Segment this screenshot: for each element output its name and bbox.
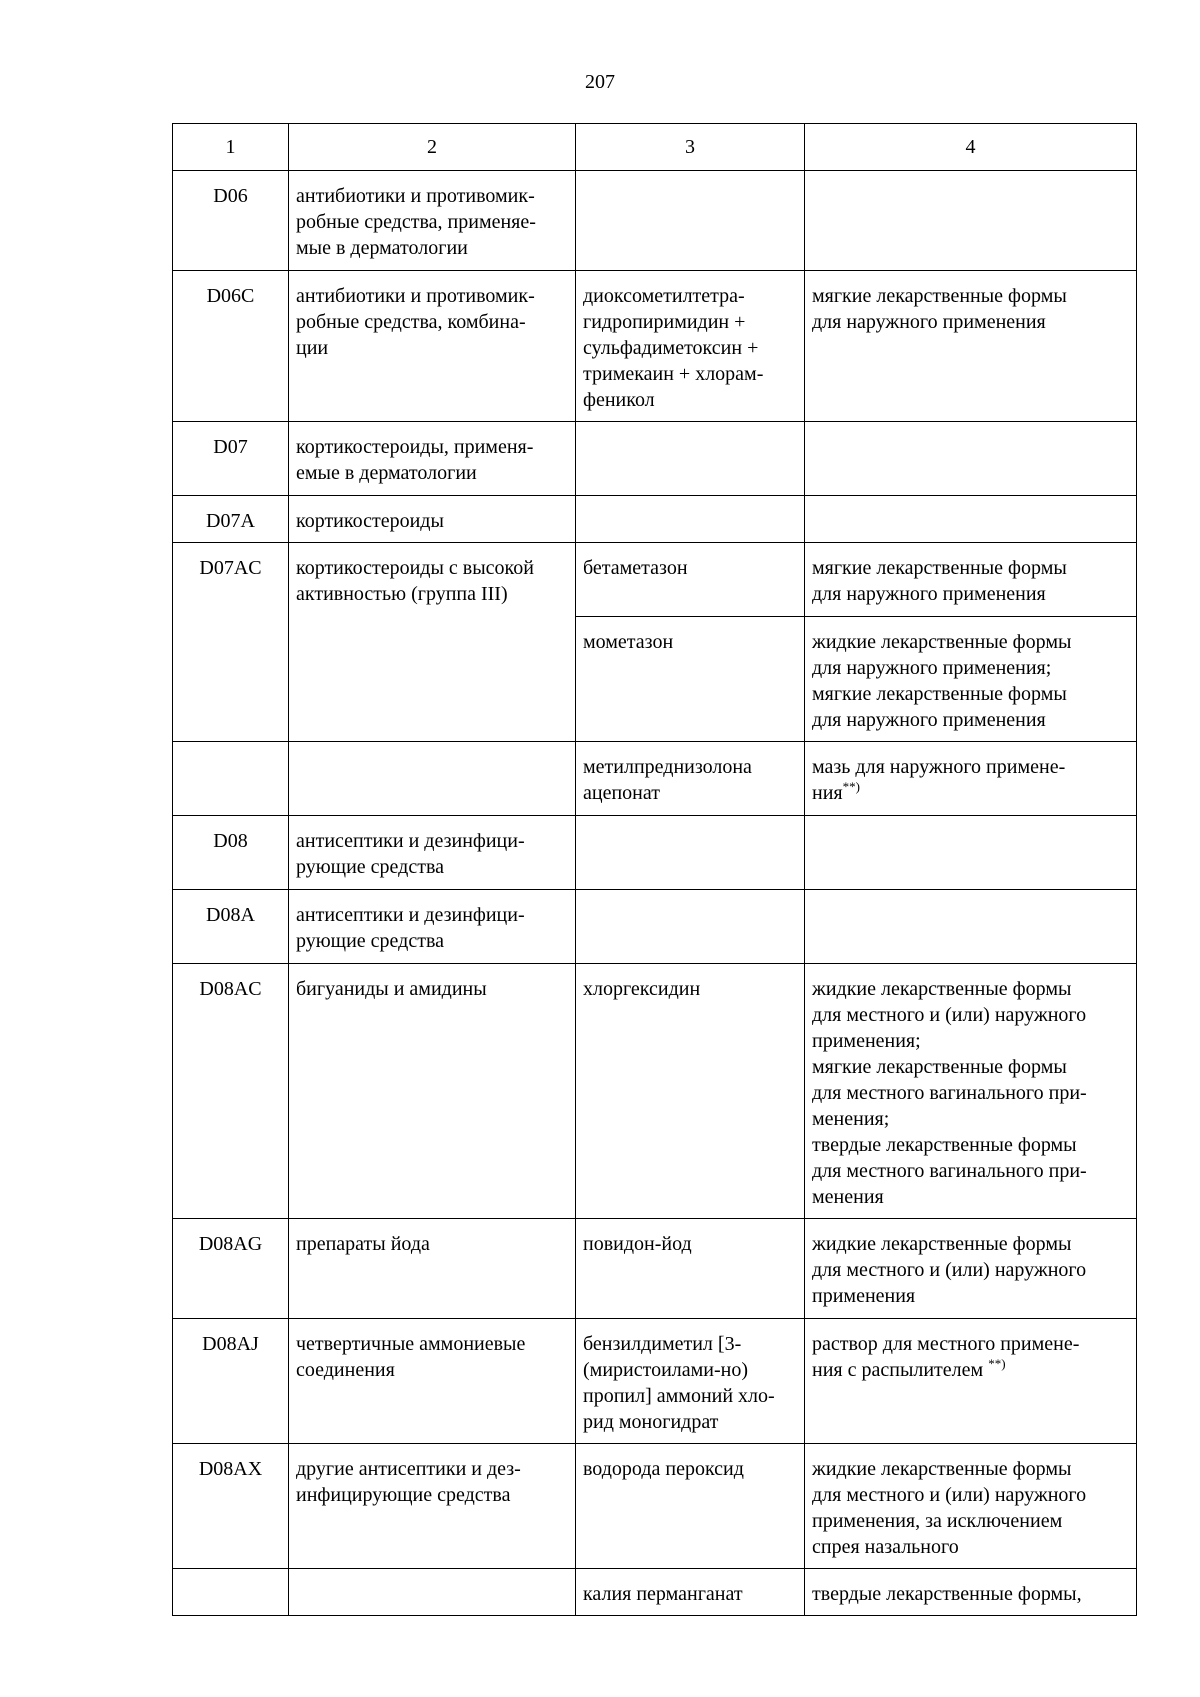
atc-code-cell: D08AX [173, 1444, 289, 1569]
header-col-1: 1 [173, 124, 289, 171]
drug-cell: калия перманганат [576, 1569, 805, 1616]
group-cell: антибиотики и противомик- робные средства, комбина- ции [289, 271, 576, 422]
atc-code-cell: D08AG [173, 1219, 289, 1319]
table-row [173, 171, 1137, 271]
form-cell [805, 1319, 1137, 1444]
table-row [173, 271, 1137, 422]
table-row [173, 1569, 1137, 1616]
drug-cell: диоксометилтетра- гидропиримидин + сульфадиметоксин + тримекаин + хлорам- феникол [576, 271, 805, 422]
form-cell [805, 1219, 1137, 1319]
group-cell [289, 1569, 576, 1616]
group-cell: антибиотики и противомик- робные средства, применяе- мые в дерматологии [289, 171, 576, 271]
group-cell: кортикостероиды, применя- емые в дерматологии [289, 422, 576, 496]
table-row [173, 742, 1137, 816]
table-row [173, 1319, 1137, 1444]
form-cell [805, 890, 1137, 964]
form-cell [805, 496, 1137, 543]
group-cell: бигуаниды и амидины [289, 964, 576, 1219]
group-cell: другие антисептики и дез- инфицирующие средства [289, 1444, 576, 1569]
atc-code-cell: D08AC [173, 964, 289, 1219]
group-cell [289, 742, 576, 816]
table-row [173, 1444, 1137, 1569]
group-cell: четвертичные аммониевые соединения [289, 1319, 576, 1444]
atc-code-cell [173, 1569, 289, 1616]
table-header-row [173, 124, 1137, 171]
drug-cell: бетаметазон [576, 543, 805, 617]
atc-code-cell: D06 [173, 171, 289, 271]
atc-code-cell: D08 [173, 816, 289, 890]
form-cell [805, 816, 1137, 890]
header-col-2: 2 [289, 124, 576, 171]
drug-cell: мометазон [576, 617, 805, 742]
atc-code-cell: D07A [173, 496, 289, 543]
page-number: 207 [585, 71, 615, 93]
form-text: жидкие лекарственные формы для местного и (или) наружного применения [812, 1233, 1087, 1307]
group-cell: антисептики и дезинфици- рующие средства [289, 890, 576, 964]
form-text: жидкие лекарственные формы для местного и (или) наружного применения; мягкие лекарственные формы для местного вагинального при- менения; твердые лекарственные формы для местного вагинального при- менения [812, 978, 1087, 1208]
drug-cell [576, 496, 805, 543]
form-text: твердые лекарственные формы, [812, 1583, 1082, 1605]
footnote-mark: **) [842, 779, 860, 794]
atc-code-cell: D06C [173, 271, 289, 422]
form-text: жидкие лекарственные формы для местного и (или) наружного применения, за исключением спрея назального [812, 1458, 1087, 1558]
form-text: жидкие лекарственные формы для наружного применения; мягкие лекарственные формы для наружного применения [812, 631, 1072, 731]
group-cell: антисептики и дезинфици- рующие средства [289, 816, 576, 890]
table-row [173, 890, 1137, 964]
atc-code-cell: D08A [173, 890, 289, 964]
form-cell [805, 543, 1137, 617]
table-row [173, 816, 1137, 890]
drug-cell [576, 422, 805, 496]
form-text: мягкие лекарственные формы для наружного применения [812, 285, 1067, 333]
form-text: раствор для местного примене- ния с распылителем [812, 1333, 1080, 1381]
form-cell [805, 1569, 1137, 1616]
atc-code-cell: D08AJ [173, 1319, 289, 1444]
form-cell [805, 742, 1137, 816]
group-cell: кортикостероиды с высокой активностью (группа III) [289, 543, 576, 742]
form-cell [805, 617, 1137, 742]
table-row [173, 964, 1137, 1219]
table-row [173, 1219, 1137, 1319]
form-cell [805, 964, 1137, 1219]
form-cell [805, 422, 1137, 496]
drug-cell [576, 171, 805, 271]
table-row [173, 496, 1137, 543]
form-text: мазь для наружного примене- ния [812, 756, 1066, 804]
form-cell [805, 171, 1137, 271]
form-cell [805, 271, 1137, 422]
table-row [173, 422, 1137, 496]
drug-cell [576, 816, 805, 890]
drug-table [172, 123, 1137, 1616]
drug-cell: метилпреднизолона ацепонат [576, 742, 805, 816]
group-cell: препараты йода [289, 1219, 576, 1319]
drug-cell: бензилдиметил [3- (миристоилами-но) пропил] аммоний хло- рид моногидрат [576, 1319, 805, 1444]
group-cell: кортикостероиды [289, 496, 576, 543]
drug-cell: водорода пероксид [576, 1444, 805, 1569]
footnote-mark: **) [988, 1356, 1006, 1371]
drug-cell: хлоргексидин [576, 964, 805, 1219]
table-body [173, 171, 1137, 1616]
atc-code-cell: D07AC [173, 543, 289, 742]
drug-cell [576, 890, 805, 964]
drug-cell: повидон-йод [576, 1219, 805, 1319]
header-col-4: 4 [805, 124, 1137, 171]
atc-code-cell [173, 742, 289, 816]
atc-code-cell: D07 [173, 422, 289, 496]
form-text: мягкие лекарственные формы для наружного применения [812, 557, 1067, 605]
table-row [173, 543, 1137, 617]
header-col-3: 3 [576, 124, 805, 171]
form-cell [805, 1444, 1137, 1569]
